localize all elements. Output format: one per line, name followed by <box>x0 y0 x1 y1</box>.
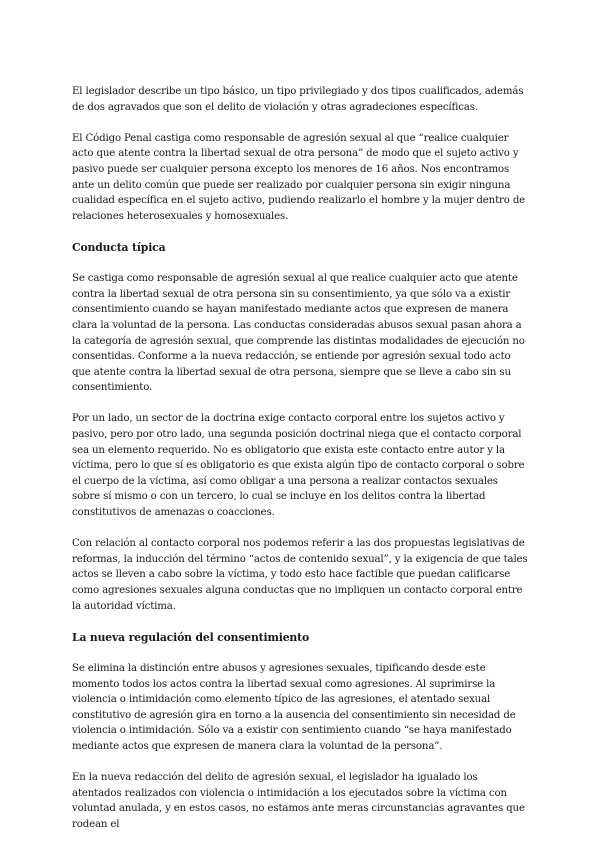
paragraph: El Código Penal castiga como responsable de agresión sexual al que “realice cualquier acto que atente contra la libertad sexual de otra persona” de modo que el sujeto activo y pasivo puede ser cualquier persona excepto los menores de 16 años. Nos encontramos ante un delito común que puede ser realizado por cualquier persona sin exigir ninguna cualidad específica en el sujeto activo, pudiendo realizarlo el hombre y la mujer dentro de relaciones heterosexuales y homosexuales. <box>72 132 526 222</box>
paragraph: En la nueva redacción del delito de agresión sexual, el legislador ha igualado los atentados realizados con violencia o intimidación a los ejecutados sobre la víctima con voluntad anulada, y en estos casos, no estamos ante meras circunstancias agravantes que rodean el <box>72 772 525 830</box>
paragraph: El legislador describe un tipo básico, un tipo privilegiado y dos tipos cualificados, además de dos agravados que son el delito de violación y otras agradeciones específicas. <box>72 86 524 113</box>
section-heading: Conducta típica <box>72 240 166 254</box>
paragraph: Se castiga como responsable de agresión sexual al que realice cualquier acto que atente contra la libertad sexual de otra persona sin su consentimiento, ya que sólo va a existir consentimiento cuando se hayan manifestado mediante actos que expresen de manera clara la voluntad de la persona. Las conductas consideradas abusos sexual pasan ahora a la categoría de agresión sexual, que comprende las distintas modalidades de ejecución no consentidas. Conforme a la nueva redacción, se entiende por agresión sexual todo acto que atente contra la libertad sexual de otra persona, siempre que se lleve a cabo sin su consentimiento. <box>72 273 525 394</box>
paragraph: Se elimina la distinción entre abusos y agresiones sexuales, tipificando desde este momento todos los actos contra la libertad sexual como agresiones. Al suprimirse la violencia o intimidación como elemento típico de las agresiones, el atentado sexual constitutivo de agresión gira en torno a la ausencia del consentimiento sin necesidad de violencia o intimidación. Sólo va a existir con sentimiento cuando “se haya manifestado mediante actos que expresen de manera clara la voluntad de la persona”. <box>72 662 516 752</box>
paragraph: Por un lado, un sector de la doctrina exige contacto corporal entre los sujetos activo y pasivo, pero por otro lado, una segunda posición doctrinal niega que el contacto corporal sea un elemento requerido. No es obligatorio que exista este contacto entre autor y la víctima, pero lo que sí es obligatorio es que exista algún tipo de contacto corporal o sobre el cuerpo de la víctima, así como obligar a una persona a realizar contactos sexuales sobre sí mismo o con un tercero, lo cual se incluye en los delitos contra la libertad constitutivos de amenazas o coacciones. <box>72 413 525 519</box>
section-heading: La nueva regulación del consentimiento <box>72 630 310 644</box>
paragraph: Con relación al contacto corporal nos podemos referir a las dos propuestas legislativas de reformas, la inducción del término “actos de contenido sexual”, y la exigencia de que tales actos se lleven a cabo sobre la víctima, y todo esto hace factible que puedan calificarse como agresiones sexuales alguna conductas que no impliquen un contacto corporal entre la autoridad víctima. <box>72 538 528 612</box>
document-body <box>72 84 528 848</box>
